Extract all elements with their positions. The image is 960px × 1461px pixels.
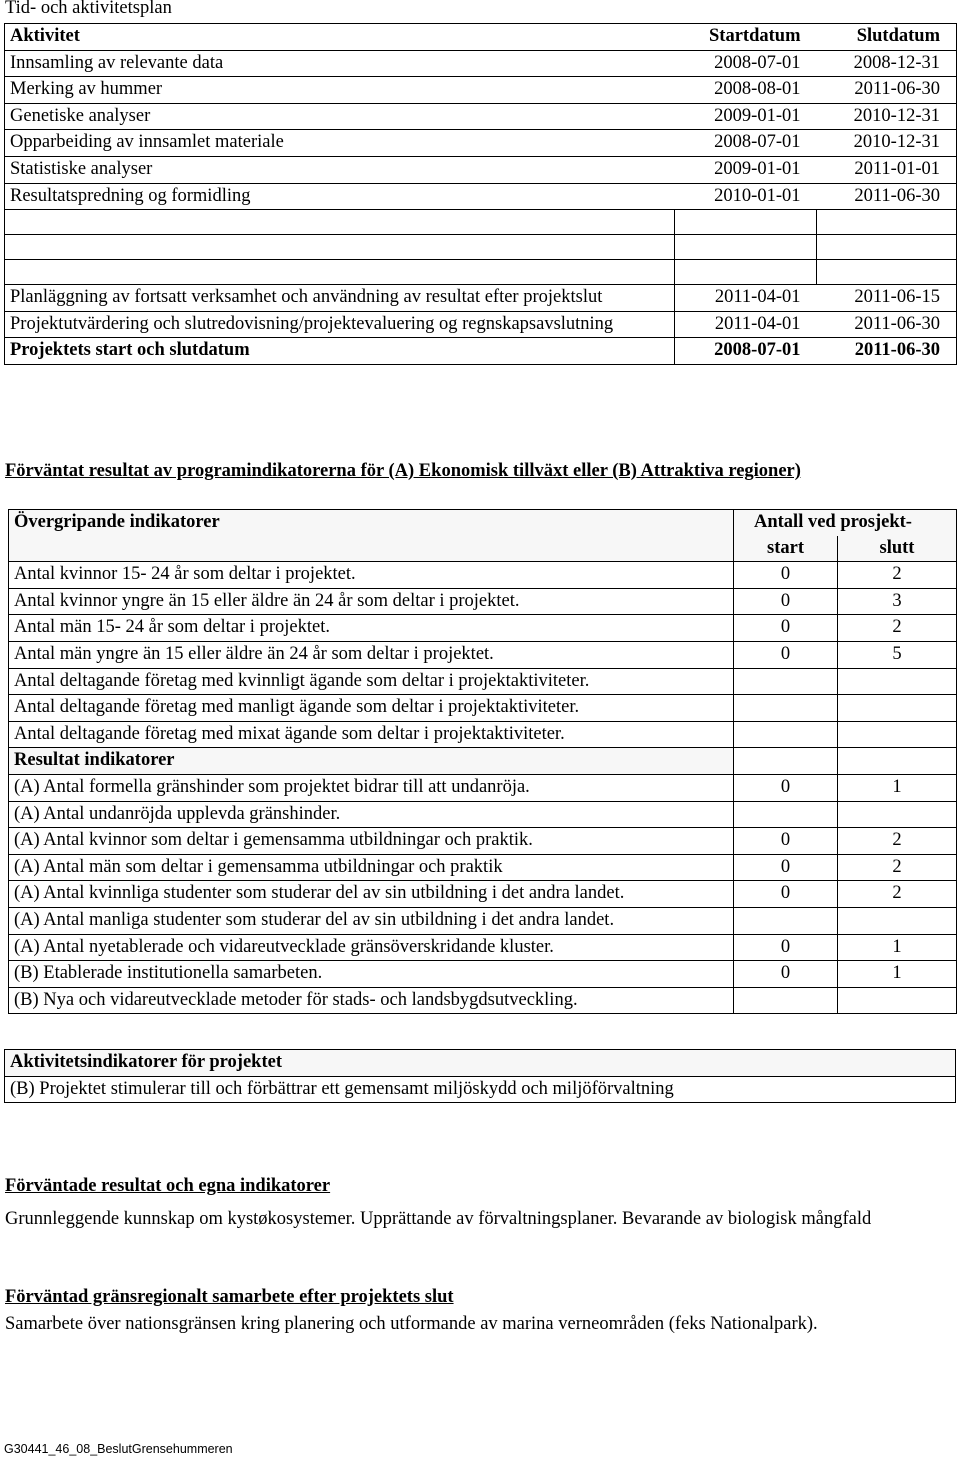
start-date-cell: 2008-07-01 xyxy=(675,130,817,157)
table-row xyxy=(5,50,957,77)
table-row xyxy=(9,987,957,1014)
count-subheader-row xyxy=(9,536,957,562)
table-header-row xyxy=(5,24,957,51)
indicator-label: Antal män yngre än 15 eller äldre än 24 år som deltar i projektet. xyxy=(9,641,734,668)
indicator-start-value: 0 xyxy=(734,615,838,642)
indicator-end-value: 2 xyxy=(838,881,957,908)
indicator-label: (A) Antal kvinnliga studenter som studerar del av sin utbildning i det andra landet. xyxy=(9,881,734,908)
table-row xyxy=(9,801,957,828)
indicator-start-value: 0 xyxy=(734,934,838,961)
indicator-end-value xyxy=(838,801,957,828)
table-row-empty xyxy=(5,210,957,235)
end-header: slutt xyxy=(838,536,957,562)
end-date-cell: 2011-06-15 xyxy=(817,285,957,312)
indicator-start-value: 0 xyxy=(734,641,838,668)
indicator-end-value: 1 xyxy=(838,934,957,961)
indicator-label: Antal deltagande företag med manligt ägande som deltar i projektaktiviteter. xyxy=(9,695,734,722)
indicator-label: Antal deltagande företag med kvinnligt ägande som deltar i projektaktiviteter. xyxy=(9,668,734,695)
indicator-end-value xyxy=(838,987,957,1014)
indicator-start-value: 0 xyxy=(734,828,838,855)
indicator-label: (B) Etablerade institutionella samarbeten. xyxy=(9,961,734,988)
indicator-label: (A) Antal undanröjda upplevda gränshinder. xyxy=(9,801,734,828)
activity-cell: Merking av hummer xyxy=(5,77,675,104)
activity-cell: Innsamling av relevante data xyxy=(5,50,675,77)
table-row xyxy=(5,156,957,183)
table-row xyxy=(5,1076,956,1103)
indicator-start-value: 0 xyxy=(734,961,838,988)
indicator-start-value: 0 xyxy=(734,562,838,589)
result-header-row xyxy=(9,748,957,775)
footer-doc-id: G30441_46_08_BeslutGrensehummeren xyxy=(4,1442,233,1456)
indicator-label: Antal kvinnor yngre än 15 eller äldre än 24 år som deltar i projektet. xyxy=(9,588,734,615)
header-activity: Aktivitet xyxy=(5,24,675,51)
indicator-label: (B) Nya och vidareutvecklade metoder för stads- och landsbygdsutveckling. xyxy=(9,987,734,1014)
indicator-label: Antal deltagande företag med mixat ägande som deltar i projektaktiviteter. xyxy=(9,721,734,748)
activity-cell: Resultatspredning og formidling xyxy=(5,183,675,210)
activity-indicator-row: (B) Projektet stimulerar till och förbättrar ett gemensamt miljöskydd och miljöförvaltning xyxy=(5,1076,956,1103)
table-row xyxy=(9,881,957,908)
indicator-end-value: 2 xyxy=(838,562,957,589)
activity-cell xyxy=(5,235,675,260)
total-label: Projektets start och slutdatum xyxy=(5,338,675,365)
indicator-end-value: 1 xyxy=(838,774,957,801)
end-date-cell: 2011-06-30 xyxy=(817,183,957,210)
indicator-label: (A) Antal nyetablerade och vidareutvecklade gränsöverskridande kluster. xyxy=(9,934,734,961)
table-row xyxy=(5,103,957,130)
indicator-start-value xyxy=(734,668,838,695)
table-total-row xyxy=(5,338,957,365)
indicator-end-value xyxy=(838,721,957,748)
start-date-cell: 2011-04-01 xyxy=(675,285,817,312)
activity-indicators-table xyxy=(4,1049,956,1103)
activity-indicators-header: Aktivitetsindikatorer för projektet xyxy=(5,1050,956,1077)
end-date-cell: 2008-12-31 xyxy=(817,50,957,77)
total-start-date: 2008-07-01 xyxy=(675,338,817,365)
end-date-cell xyxy=(817,210,957,235)
table-row xyxy=(9,668,957,695)
indicator-end-value xyxy=(838,668,957,695)
activity-indicators-header-row xyxy=(5,1050,956,1077)
start-date-cell xyxy=(675,210,817,235)
end-date-cell: 2011-06-30 xyxy=(817,77,957,104)
start-date-cell: 2008-08-01 xyxy=(675,77,817,104)
table-row xyxy=(9,934,957,961)
indicator-end-value: 2 xyxy=(838,854,957,881)
end-date-cell: 2010-12-31 xyxy=(817,103,957,130)
header-end-date: Slutdatum xyxy=(817,24,957,51)
expected-results-heading: Förväntat resultat av programindikatorerna för (A) Ekonomisk tillväxt eller (B) Attraktiva regioner) xyxy=(5,461,801,481)
total-end-date: 2011-06-30 xyxy=(817,338,957,365)
activity-cell xyxy=(5,210,675,235)
end-date-cell: 2011-01-01 xyxy=(817,156,957,183)
activity-cell: Planläggning av fortsatt verksamhet och användning av resultat efter projektslut xyxy=(5,285,675,312)
table-row xyxy=(9,961,957,988)
start-date-cell xyxy=(675,235,817,260)
table-row xyxy=(9,721,957,748)
activity-plan-table xyxy=(4,23,957,365)
start-header: start xyxy=(734,536,838,562)
count-header: Antall ved prosjekt- xyxy=(734,510,957,536)
indicator-label: (A) Antal män som deltar i gemensamma utbildningar och praktik xyxy=(9,854,734,881)
indicator-end-value: 5 xyxy=(838,641,957,668)
indicator-label: Antal kvinnor 15- 24 år som deltar i projektet. xyxy=(9,562,734,589)
own-indicators-heading: Förväntade resultat och egna indikatorer xyxy=(5,1176,331,1196)
result-header-end-empty xyxy=(838,748,957,775)
indicator-start-value xyxy=(734,907,838,934)
indicator-start-value: 0 xyxy=(734,854,838,881)
end-date-cell xyxy=(817,235,957,260)
indicator-label: Antal män 15- 24 år som deltar i projektet. xyxy=(9,615,734,642)
indicator-start-value xyxy=(734,721,838,748)
table-row xyxy=(9,774,957,801)
indicator-end-value: 2 xyxy=(838,828,957,855)
indicator-label: (A) Antal formella gränshinder som projektet bidrar till att undanröja. xyxy=(9,774,734,801)
end-date-cell xyxy=(817,260,957,285)
table-row xyxy=(9,588,957,615)
result-header-start-empty xyxy=(734,748,838,775)
end-date-cell: 2011-06-30 xyxy=(817,311,957,338)
table-row xyxy=(9,562,957,589)
indicator-start-value: 0 xyxy=(734,774,838,801)
overview-indicators-header: Övergripande indikatorer xyxy=(9,510,734,536)
start-date-cell: 2009-01-01 xyxy=(675,103,817,130)
indicator-start-value xyxy=(734,801,838,828)
activity-plan-title: Tid- och aktivitetsplan xyxy=(5,0,172,18)
table-row xyxy=(9,907,957,934)
overview-header-spacer xyxy=(9,536,734,562)
indicator-start-value: 0 xyxy=(734,881,838,908)
indicator-end-value: 1 xyxy=(838,961,957,988)
result-indicators-header: Resultat indikatorer xyxy=(9,748,734,775)
table-row xyxy=(5,130,957,157)
table-row-empty xyxy=(5,235,957,260)
indicator-end-value: 3 xyxy=(838,588,957,615)
overview-header-row xyxy=(9,510,957,536)
indicator-end-value xyxy=(838,695,957,722)
start-date-cell: 2010-01-01 xyxy=(675,183,817,210)
activity-cell: Genetiske analyser xyxy=(5,103,675,130)
indicator-start-value: 0 xyxy=(734,588,838,615)
table-row xyxy=(9,695,957,722)
activity-cell xyxy=(5,260,675,285)
indicator-start-value xyxy=(734,695,838,722)
table-row xyxy=(5,311,957,338)
indicator-label: (A) Antal kvinnor som deltar i gemensamma utbildningar och praktik. xyxy=(9,828,734,855)
start-date-cell xyxy=(675,260,817,285)
table-row xyxy=(5,285,957,312)
activity-cell: Opparbeiding av innsamlet materiale xyxy=(5,130,675,157)
table-row xyxy=(9,615,957,642)
cross-border-heading: Förväntad gränsregionalt samarbete efter projektets slut xyxy=(5,1287,454,1307)
indicators-table xyxy=(8,509,957,1014)
activity-cell: Statistiske analyser xyxy=(5,156,675,183)
own-indicators-text: Grunnleggende kunnskap om kystøkosystemer. Upprättande av förvaltningsplaner. Bevarande av biologisk mångfald xyxy=(5,1209,872,1229)
indicator-end-value xyxy=(838,907,957,934)
table-row xyxy=(9,641,957,668)
table-row-empty xyxy=(5,260,957,285)
activity-cell: Projektutvärdering och slutredovisning/projektevaluering og regnskapsavslutning xyxy=(5,311,675,338)
table-row xyxy=(5,183,957,210)
indicator-end-value: 2 xyxy=(838,615,957,642)
start-date-cell: 2009-01-01 xyxy=(675,156,817,183)
end-date-cell: 2010-12-31 xyxy=(817,130,957,157)
indicator-start-value xyxy=(734,987,838,1014)
start-date-cell: 2008-07-01 xyxy=(675,50,817,77)
table-row xyxy=(5,77,957,104)
table-row xyxy=(9,828,957,855)
indicator-label: (A) Antal manliga studenter som studerar del av sin utbildning i det andra landet. xyxy=(9,907,734,934)
table-row xyxy=(9,854,957,881)
start-date-cell: 2011-04-01 xyxy=(675,311,817,338)
cross-border-text: Samarbete över nationsgränsen kring planering och utformande av marina verneområden (feks Nationalpark). xyxy=(5,1314,818,1334)
header-start-date: Startdatum xyxy=(675,24,817,51)
